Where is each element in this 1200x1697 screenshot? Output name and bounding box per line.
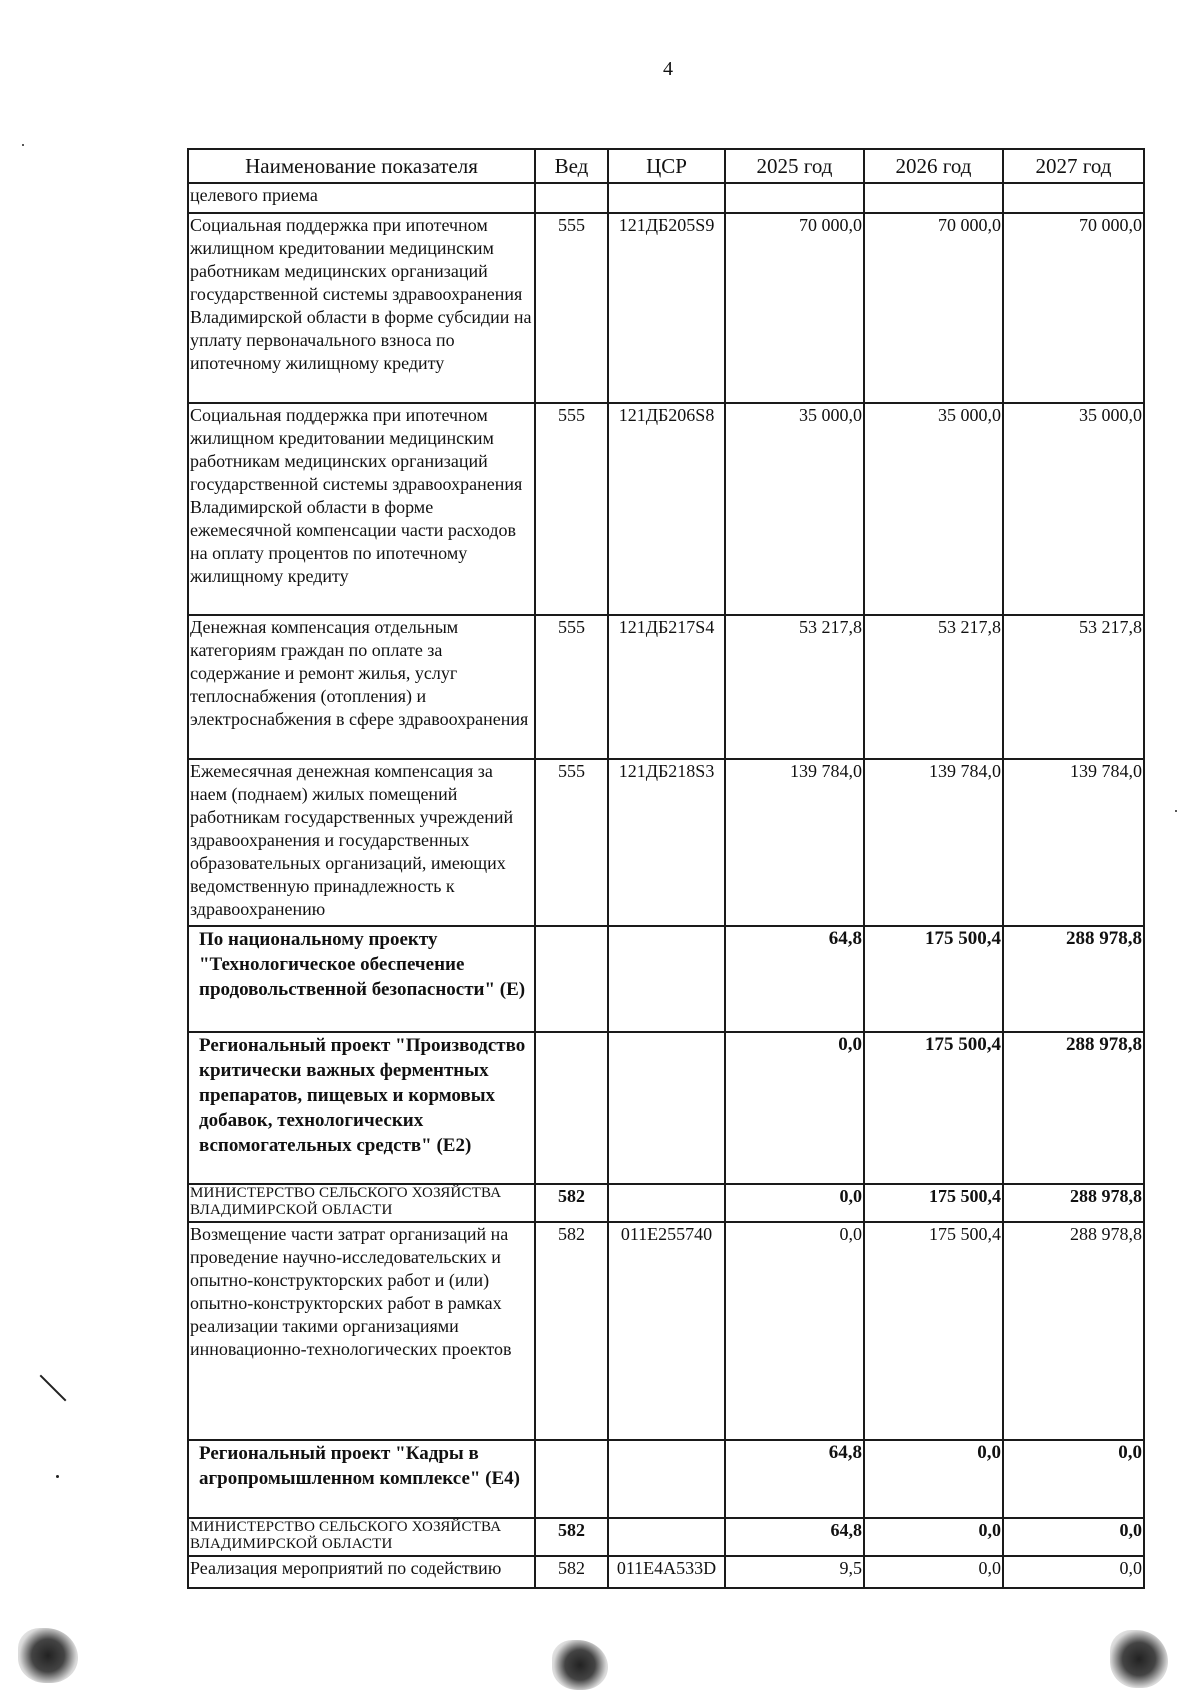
scan-dot xyxy=(22,144,24,146)
row-2025: 53 217,8 xyxy=(725,615,864,759)
row-2026: 139 784,0 xyxy=(864,759,1003,926)
row-2026: 0,0 xyxy=(864,1518,1003,1556)
row-csr: 121ДБ218S3 xyxy=(608,759,725,926)
row-ved: 555 xyxy=(535,615,608,759)
row-name: целевого приема xyxy=(188,183,535,213)
row-2025: 64,8 xyxy=(725,1518,864,1556)
scan-smudge xyxy=(552,1640,608,1690)
header-ved: Вед xyxy=(535,149,608,183)
table-row-ministry xyxy=(188,1184,1144,1222)
row-name: Социальная поддержка при ипотечном жилищном кредитовании медицинским работникам медицинских организаций государственной системы здравоохранения Владимирской области в форме ежемесячной компенсации части расходов на оплату процентов по ипотечному жилищному кредиту xyxy=(188,403,535,615)
row-2025: 64,8 xyxy=(725,926,864,1032)
row-2027: 0,0 xyxy=(1003,1556,1144,1588)
header-csr: ЦСР xyxy=(608,149,725,183)
page-number: 4 xyxy=(663,58,673,80)
budget-table xyxy=(187,148,1145,1589)
row-2027: 288 978,8 xyxy=(1003,1222,1144,1440)
table-row-regional-project xyxy=(188,1440,1144,1518)
scan-smudge xyxy=(18,1628,78,1683)
row-csr: 011Е255740 xyxy=(608,1222,725,1440)
table-row xyxy=(188,615,1144,759)
header-2027: 2027 год xyxy=(1003,149,1144,183)
row-name: Возмещение части затрат организаций на проведение научно-исследовательских и опытно-конструкторских работ и (или) опытно-конструкторских работ в рамках реализации такими организациями инновационно-технологических проектов xyxy=(188,1222,535,1440)
row-2025 xyxy=(725,183,864,213)
row-ved: 555 xyxy=(535,759,608,926)
row-2025: 64,8 xyxy=(725,1440,864,1518)
row-2027: 288 978,8 xyxy=(1003,1184,1144,1222)
table-row xyxy=(188,213,1144,403)
row-2025: 35 000,0 xyxy=(725,403,864,615)
header-2025: 2025 год xyxy=(725,149,864,183)
row-2027: 35 000,0 xyxy=(1003,403,1144,615)
row-ved xyxy=(535,926,608,1032)
row-csr xyxy=(608,183,725,213)
row-2026: 53 217,8 xyxy=(864,615,1003,759)
row-2026: 175 500,4 xyxy=(864,1032,1003,1184)
row-2025: 0,0 xyxy=(725,1222,864,1440)
row-2027: 139 784,0 xyxy=(1003,759,1144,926)
row-2025: 70 000,0 xyxy=(725,213,864,403)
row-csr: 121ДБ205S9 xyxy=(608,213,725,403)
table-row xyxy=(188,183,1144,213)
row-2027 xyxy=(1003,183,1144,213)
row-2025: 139 784,0 xyxy=(725,759,864,926)
row-csr xyxy=(608,1440,725,1518)
scan-dot xyxy=(56,1475,59,1478)
row-name: Региональный проект "Производство критически важных ферментных препаратов, пищевых и кормовых добавок, технологических вспомогательных средств" (Е2) xyxy=(188,1032,535,1184)
row-2026: 70 000,0 xyxy=(864,213,1003,403)
row-2027: 70 000,0 xyxy=(1003,213,1144,403)
row-csr xyxy=(608,1518,725,1556)
row-2027: 0,0 xyxy=(1003,1440,1144,1518)
row-ved: 582 xyxy=(535,1222,608,1440)
row-csr: 011Е4А533D xyxy=(608,1556,725,1588)
row-2026: 0,0 xyxy=(864,1556,1003,1588)
row-name: Региональный проект "Кадры в агропромышленном комплексе" (Е4) xyxy=(188,1440,535,1518)
row-ved xyxy=(535,1440,608,1518)
row-name: Социальная поддержка при ипотечном жилищном кредитовании медицинским работникам медицинских организаций государственной системы здравоохранения Владимирской области в форме субсидии на уплату первоначального взноса по ипотечному жилищному кредиту xyxy=(188,213,535,403)
row-name: МИНИСТЕРСТВО СЕЛЬСКОГО ХОЗЯЙСТВА ВЛАДИМИРСКОЙ ОБЛАСТИ xyxy=(188,1184,535,1222)
table-row-ministry xyxy=(188,1518,1144,1556)
row-2026: 0,0 xyxy=(864,1440,1003,1518)
table-row xyxy=(188,1556,1144,1588)
row-2026: 175 500,4 xyxy=(864,926,1003,1032)
row-name: Реализация мероприятий по содействию xyxy=(188,1556,535,1588)
table-row-regional-project xyxy=(188,1032,1144,1184)
row-2026 xyxy=(864,183,1003,213)
scan-smudge xyxy=(1110,1630,1168,1688)
row-ved: 582 xyxy=(535,1556,608,1588)
row-2026: 175 500,4 xyxy=(864,1222,1003,1440)
row-2027: 53 217,8 xyxy=(1003,615,1144,759)
row-2026: 35 000,0 xyxy=(864,403,1003,615)
row-ved: 582 xyxy=(535,1184,608,1222)
row-2027: 288 978,8 xyxy=(1003,926,1144,1032)
row-name: МИНИСТЕРСТВО СЕЛЬСКОГО ХОЗЯЙСТВА ВЛАДИМИРСКОЙ ОБЛАСТИ xyxy=(188,1518,535,1556)
row-ved xyxy=(535,1032,608,1184)
row-2027: 288 978,8 xyxy=(1003,1032,1144,1184)
row-name: Денежная компенсация отдельным категориям граждан по оплате за содержание и ремонт жилья, услуг теплоснабжения (отопления) и электроснабжения в сфере здравоохранения xyxy=(188,615,535,759)
row-csr xyxy=(608,926,725,1032)
row-2025: 9,5 xyxy=(725,1556,864,1588)
row-name: По национальному проекту "Технологическое обеспечение продовольственной безопасности" (Е) xyxy=(188,926,535,1032)
table-row-national-project xyxy=(188,926,1144,1032)
row-2025: 0,0 xyxy=(725,1032,864,1184)
row-csr: 121ДБ206S8 xyxy=(608,403,725,615)
header-name: Наименование показателя xyxy=(188,149,535,183)
table-row xyxy=(188,1222,1144,1440)
table-row xyxy=(188,759,1144,926)
row-ved: 555 xyxy=(535,213,608,403)
scan-mark xyxy=(40,1375,67,1402)
row-ved: 555 xyxy=(535,403,608,615)
row-name: Ежемесячная денежная компенсация за наем (поднаем) жилых помещений работникам государственных учреждений здравоохранения и государственных образовательных организаций, имеющих ведомственную принадлежность к здравоохранению xyxy=(188,759,535,926)
row-csr xyxy=(608,1032,725,1184)
row-2026: 175 500,4 xyxy=(864,1184,1003,1222)
table-header-row xyxy=(188,149,1144,183)
row-2027: 0,0 xyxy=(1003,1518,1144,1556)
table-row xyxy=(188,403,1144,615)
header-2026: 2026 год xyxy=(864,149,1003,183)
row-ved: 582 xyxy=(535,1518,608,1556)
row-2025: 0,0 xyxy=(725,1184,864,1222)
scan-dot xyxy=(1175,810,1177,812)
row-ved xyxy=(535,183,608,213)
row-csr: 121ДБ217S4 xyxy=(608,615,725,759)
row-csr xyxy=(608,1184,725,1222)
